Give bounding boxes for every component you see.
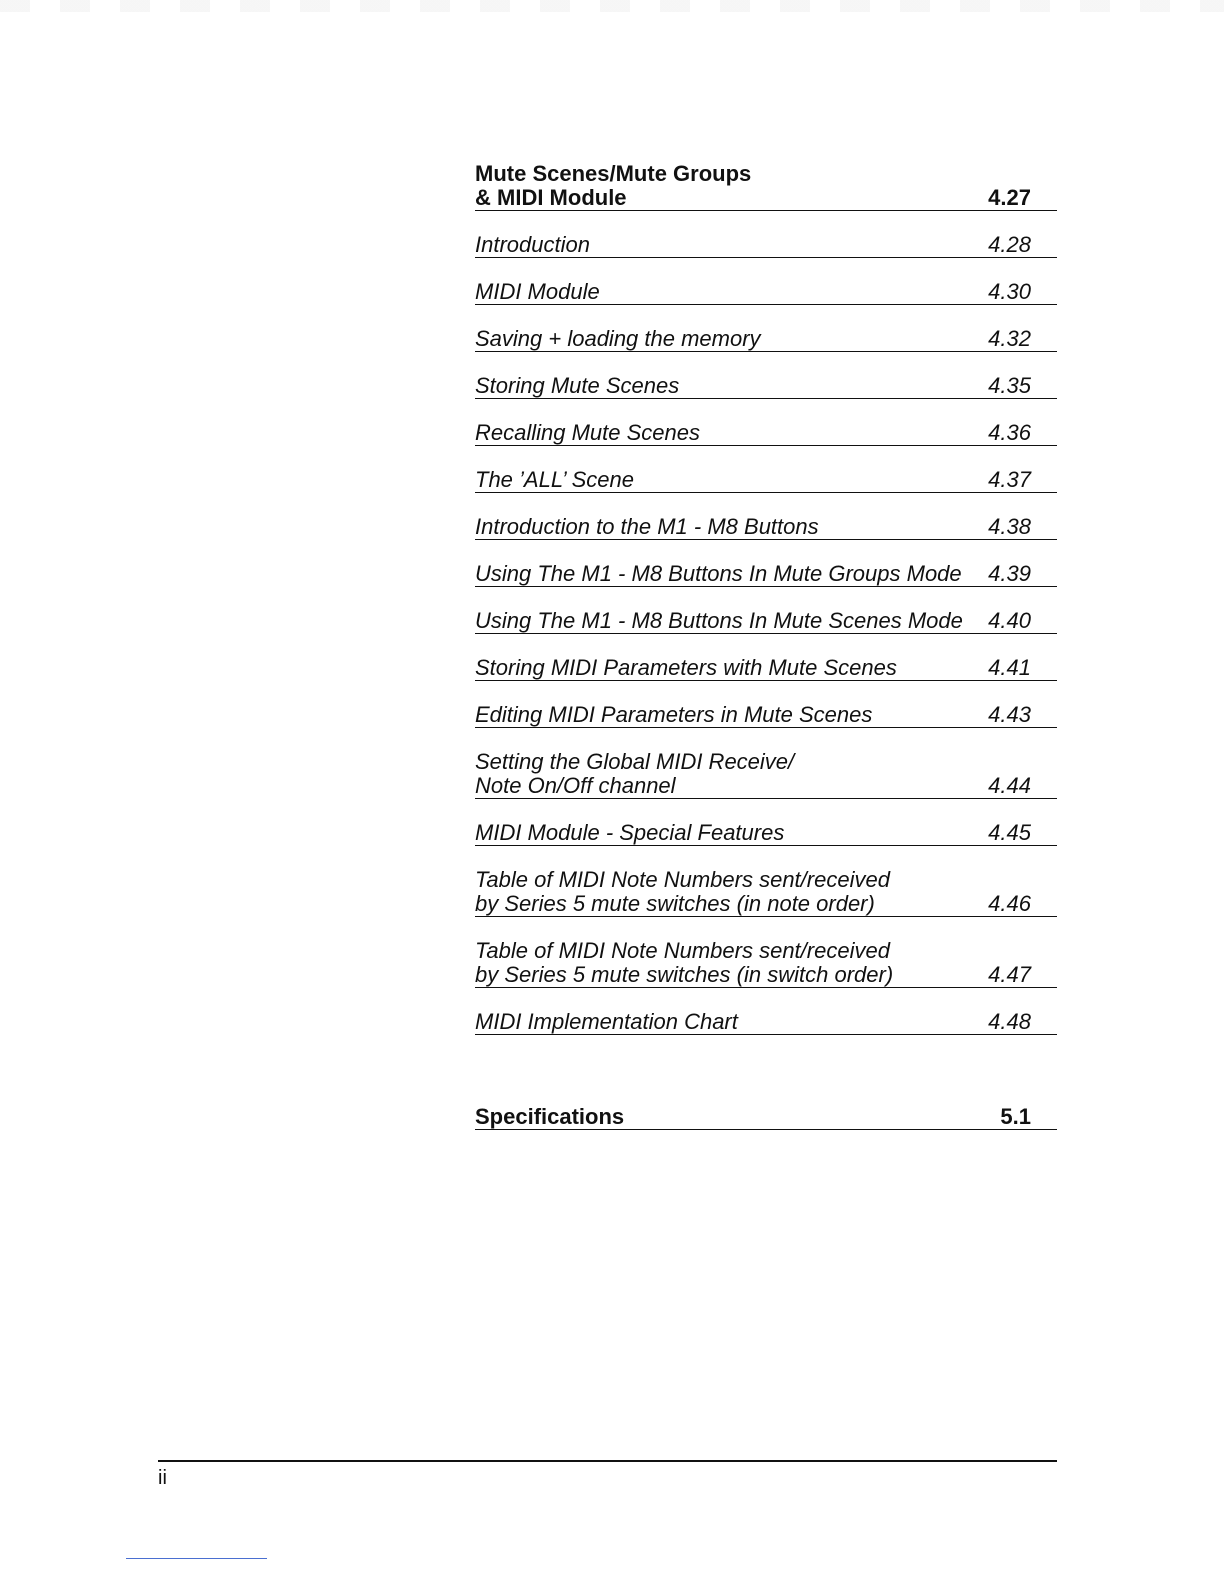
toc-entry-title: Table of MIDI Note Numbers sent/received by Series 5 mute switches (in note order) <box>475 867 890 916</box>
table-of-contents <box>475 160 1057 1130</box>
toc-page-number: 4.46 <box>988 891 1031 916</box>
toc-page-number: 4.40 <box>988 608 1031 633</box>
toc-entry[interactable] <box>475 1008 1057 1035</box>
toc-page-number: 4.27 <box>988 185 1031 210</box>
toc-entry[interactable] <box>475 325 1057 352</box>
toc-entry[interactable] <box>475 466 1057 493</box>
toc-page-number: 4.38 <box>988 514 1031 539</box>
toc-entry[interactable] <box>475 419 1057 446</box>
toc-entry[interactable] <box>475 231 1057 258</box>
page-folio: ii <box>158 1467 167 1489</box>
toc-entry[interactable] <box>475 607 1057 634</box>
toc-section-specifications[interactable] <box>475 1103 1057 1130</box>
toc-entry-title: Table of MIDI Note Numbers sent/received by Series 5 mute switches (in switch order) <box>475 938 894 987</box>
toc-entry-title: Recalling Mute Scenes <box>475 420 701 445</box>
toc-entry[interactable] <box>475 560 1057 587</box>
footer-divider <box>158 1460 1057 1462</box>
toc-entry[interactable] <box>475 748 1057 799</box>
toc-section-heading[interactable] <box>475 160 1057 211</box>
toc-page-number: 4.28 <box>988 232 1031 257</box>
toc-page-number: 4.47 <box>988 962 1031 987</box>
toc-entry-title: Storing Mute Scenes <box>475 373 680 398</box>
toc-page-number: 5.1 <box>1000 1104 1031 1129</box>
toc-entry-title: Introduction to the M1 - M8 Buttons <box>475 514 819 539</box>
toc-entry-title: Using The M1 - M8 Buttons In Mute Scenes Mode <box>475 608 963 633</box>
scan-edge-line <box>126 1558 267 1559</box>
toc-entry[interactable] <box>475 278 1057 305</box>
toc-page-number: 4.41 <box>988 655 1031 680</box>
toc-entry[interactable] <box>475 513 1057 540</box>
toc-page-number: 4.44 <box>988 773 1031 798</box>
toc-entry-title: Editing MIDI Parameters in Mute Scenes <box>475 702 873 727</box>
toc-entry-title: Setting the Global MIDI Receive/ Note On/Off channel <box>475 749 795 798</box>
toc-page-number: 4.43 <box>988 702 1031 727</box>
toc-page-number: 4.30 <box>988 279 1031 304</box>
toc-entry-title: MIDI Module <box>475 279 600 304</box>
scan-artifact-strip <box>0 0 1224 12</box>
toc-entry[interactable] <box>475 866 1057 917</box>
toc-page-number: 4.32 <box>988 326 1031 351</box>
toc-entry-title: MIDI Module - Special Features <box>475 820 785 845</box>
toc-page-number: 4.37 <box>988 467 1031 492</box>
toc-entry[interactable] <box>475 372 1057 399</box>
toc-entry[interactable] <box>475 654 1057 681</box>
toc-entry-title: Mute Scenes/Mute Groups & MIDI Module <box>475 161 752 210</box>
toc-page-number: 4.45 <box>988 820 1031 845</box>
toc-entry-title: Storing MIDI Parameters with Mute Scenes <box>475 655 897 680</box>
toc-page-number: 4.48 <box>988 1009 1031 1034</box>
toc-page-number: 4.36 <box>988 420 1031 445</box>
toc-entry-title: Saving + loading the memory <box>475 326 761 351</box>
toc-entry[interactable] <box>475 701 1057 728</box>
toc-entry-title: MIDI Implementation Chart <box>475 1009 738 1034</box>
toc-entry-title: The ’ALL’ Scene <box>475 467 635 492</box>
toc-page-number: 4.39 <box>988 561 1031 586</box>
toc-entry-title: Specifications <box>475 1104 625 1129</box>
toc-entry-title: Using The M1 - M8 Buttons In Mute Groups Mode <box>475 561 962 586</box>
toc-entry[interactable] <box>475 937 1057 988</box>
toc-page-number: 4.35 <box>988 373 1031 398</box>
toc-entry[interactable] <box>475 819 1057 846</box>
toc-entry-title: Introduction <box>475 232 590 257</box>
